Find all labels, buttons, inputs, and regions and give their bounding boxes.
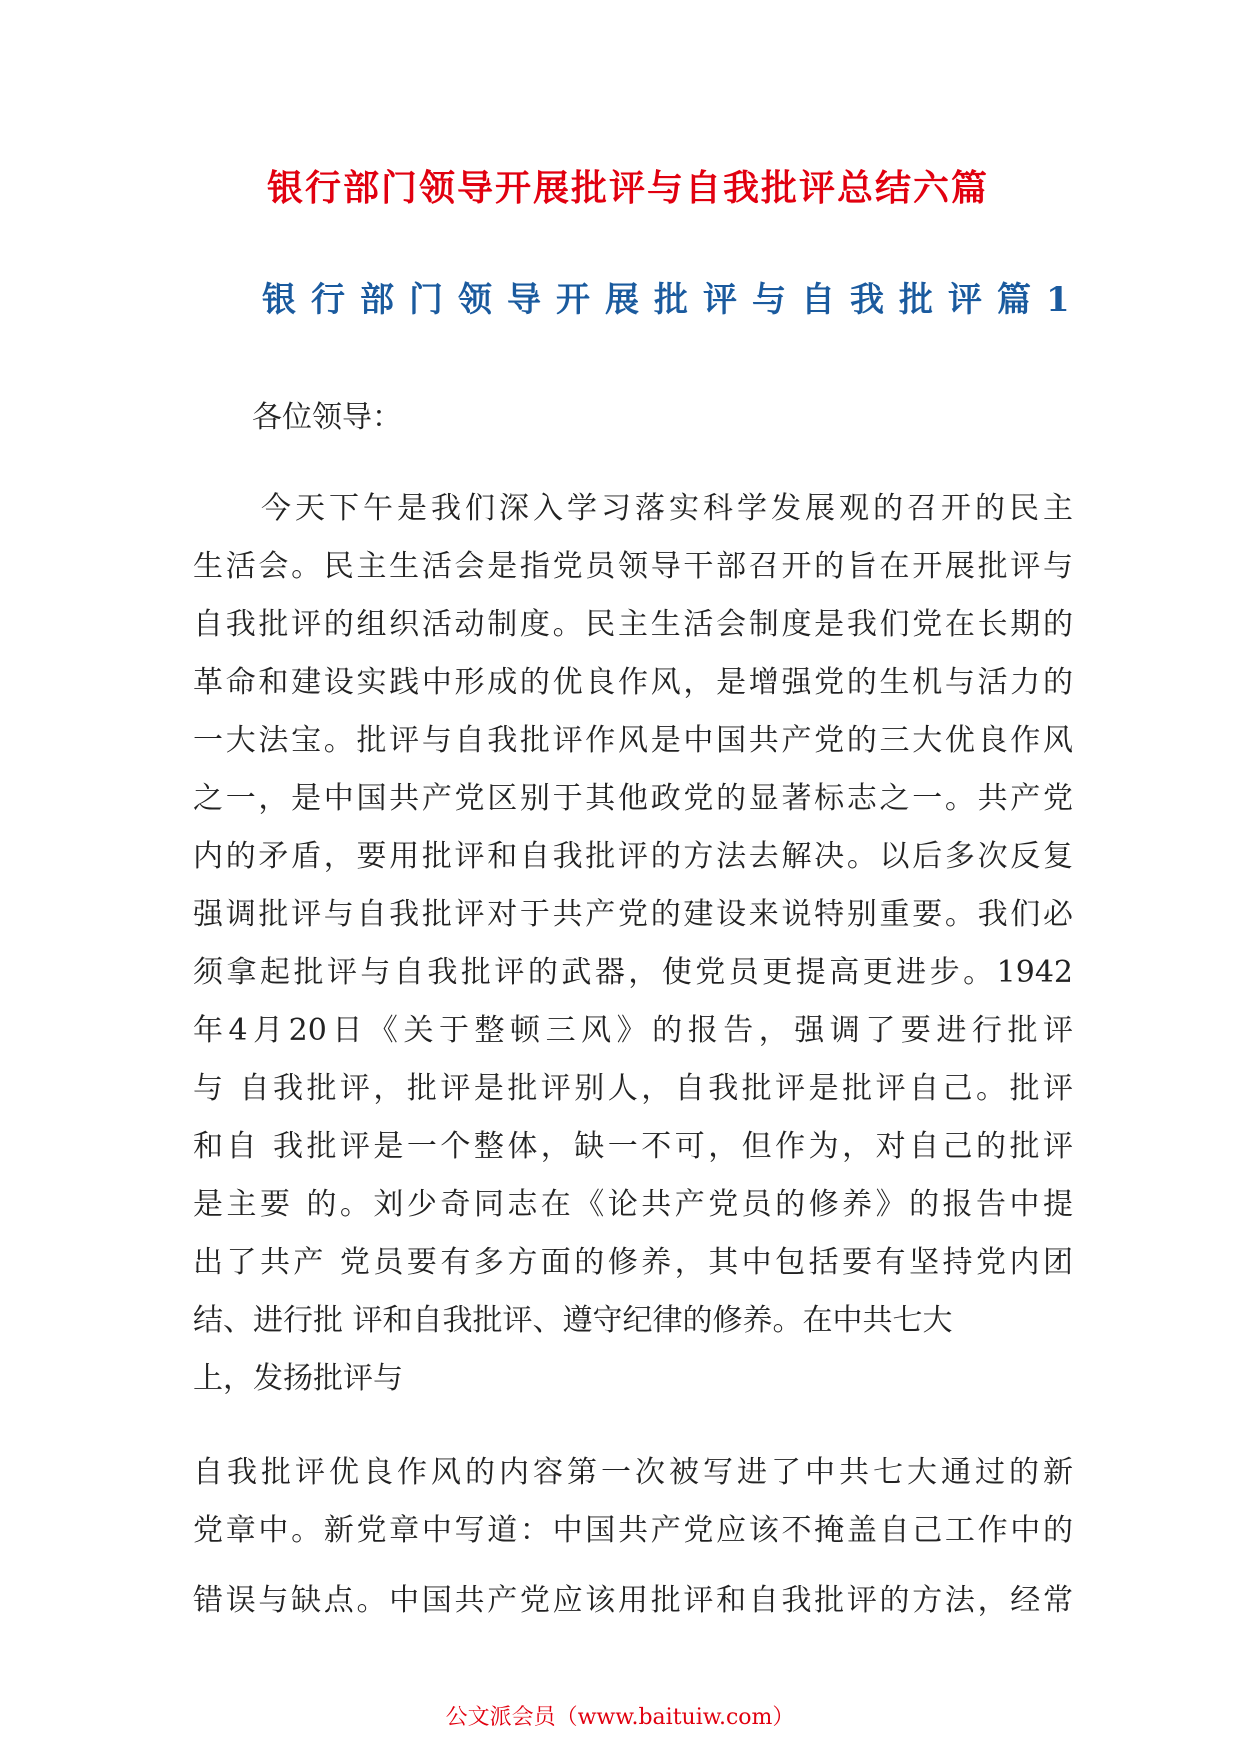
text-line: 生活会。民主生活会是指党员领导干部召开的旨在开展批评与 [193, 549, 1073, 584]
salutation: 各位领导： [252, 400, 402, 435]
text-line: 年4月20日《关于整顿三风》的报告，强调了要进行批评 [193, 1013, 1073, 1048]
text-line: 自我批评优良作风的内容第一次被写进了中共七大通过的新 [193, 1455, 1073, 1490]
text-line: 结、进行批 评和自我批评、遵守纪律的修养。在中共七大 [193, 1303, 953, 1338]
text-line: 和自 我批评是一个整体，缺一不可，但作为，对自己的批评 [193, 1129, 1073, 1164]
text-line: 今天下午是我们深入学习落实科学发展观的召开的民主 [193, 491, 1073, 526]
text-line: 须拿起批评与自我批评的武器，使党员更提高更进步。1942 [193, 955, 1073, 990]
text-line: 上，发扬批评与 [193, 1361, 403, 1396]
text-line: 自我批评的组织活动制度。民主生活会制度是我们党在长期的 [193, 607, 1073, 642]
text-line: 内的矛盾，要用批评和自我批评的方法去解决。以后多次反复 [193, 839, 1073, 874]
text-line: 是主要 的。刘少奇同志在《论共产党员的修养》的报告中提 [193, 1187, 1073, 1222]
footer-watermark: 公文派会员（www.baituiw.com） [445, 1705, 795, 1730]
text-line: 错误与缺点。中国共产党应该用批评和自我批评的方法，经常 [193, 1583, 1073, 1618]
document-title: 银行部门领导开展批评与自我批评总结六篇 [266, 167, 989, 209]
text-line: 强调批评与自我批评对于共产党的建设来说特别重要。我们必 [193, 897, 1073, 932]
text-line: 一大法宝。批评与自我批评作风是中国共产党的三大优良作风 [193, 723, 1073, 758]
paragraph-3 [193, 1572, 1073, 1630]
paragraph-1 [193, 480, 1073, 1408]
text-line: 革命和建设实践中形成的优良作风，是增强党的生机与活力的 [193, 665, 1073, 700]
text-line: 党章中。新党章中写道：中国共产党应该不掩盖自己工作中的 [193, 1513, 1073, 1548]
text-line: 与 自我批评，批评是批评别人，自我批评是批评自己。批评 [193, 1071, 1073, 1106]
text-line: 之一，是中国共产党区别于其他政党的显著标志之一。共产党 [193, 781, 1073, 816]
paragraph-2 [193, 1444, 1073, 1560]
section-heading: 银行部门领导开展批评与自我批评篇1 [262, 280, 1085, 320]
text-line: 出了共产 党员要有多方面的修养，其中包括要有坚持党内团 [193, 1245, 1073, 1280]
